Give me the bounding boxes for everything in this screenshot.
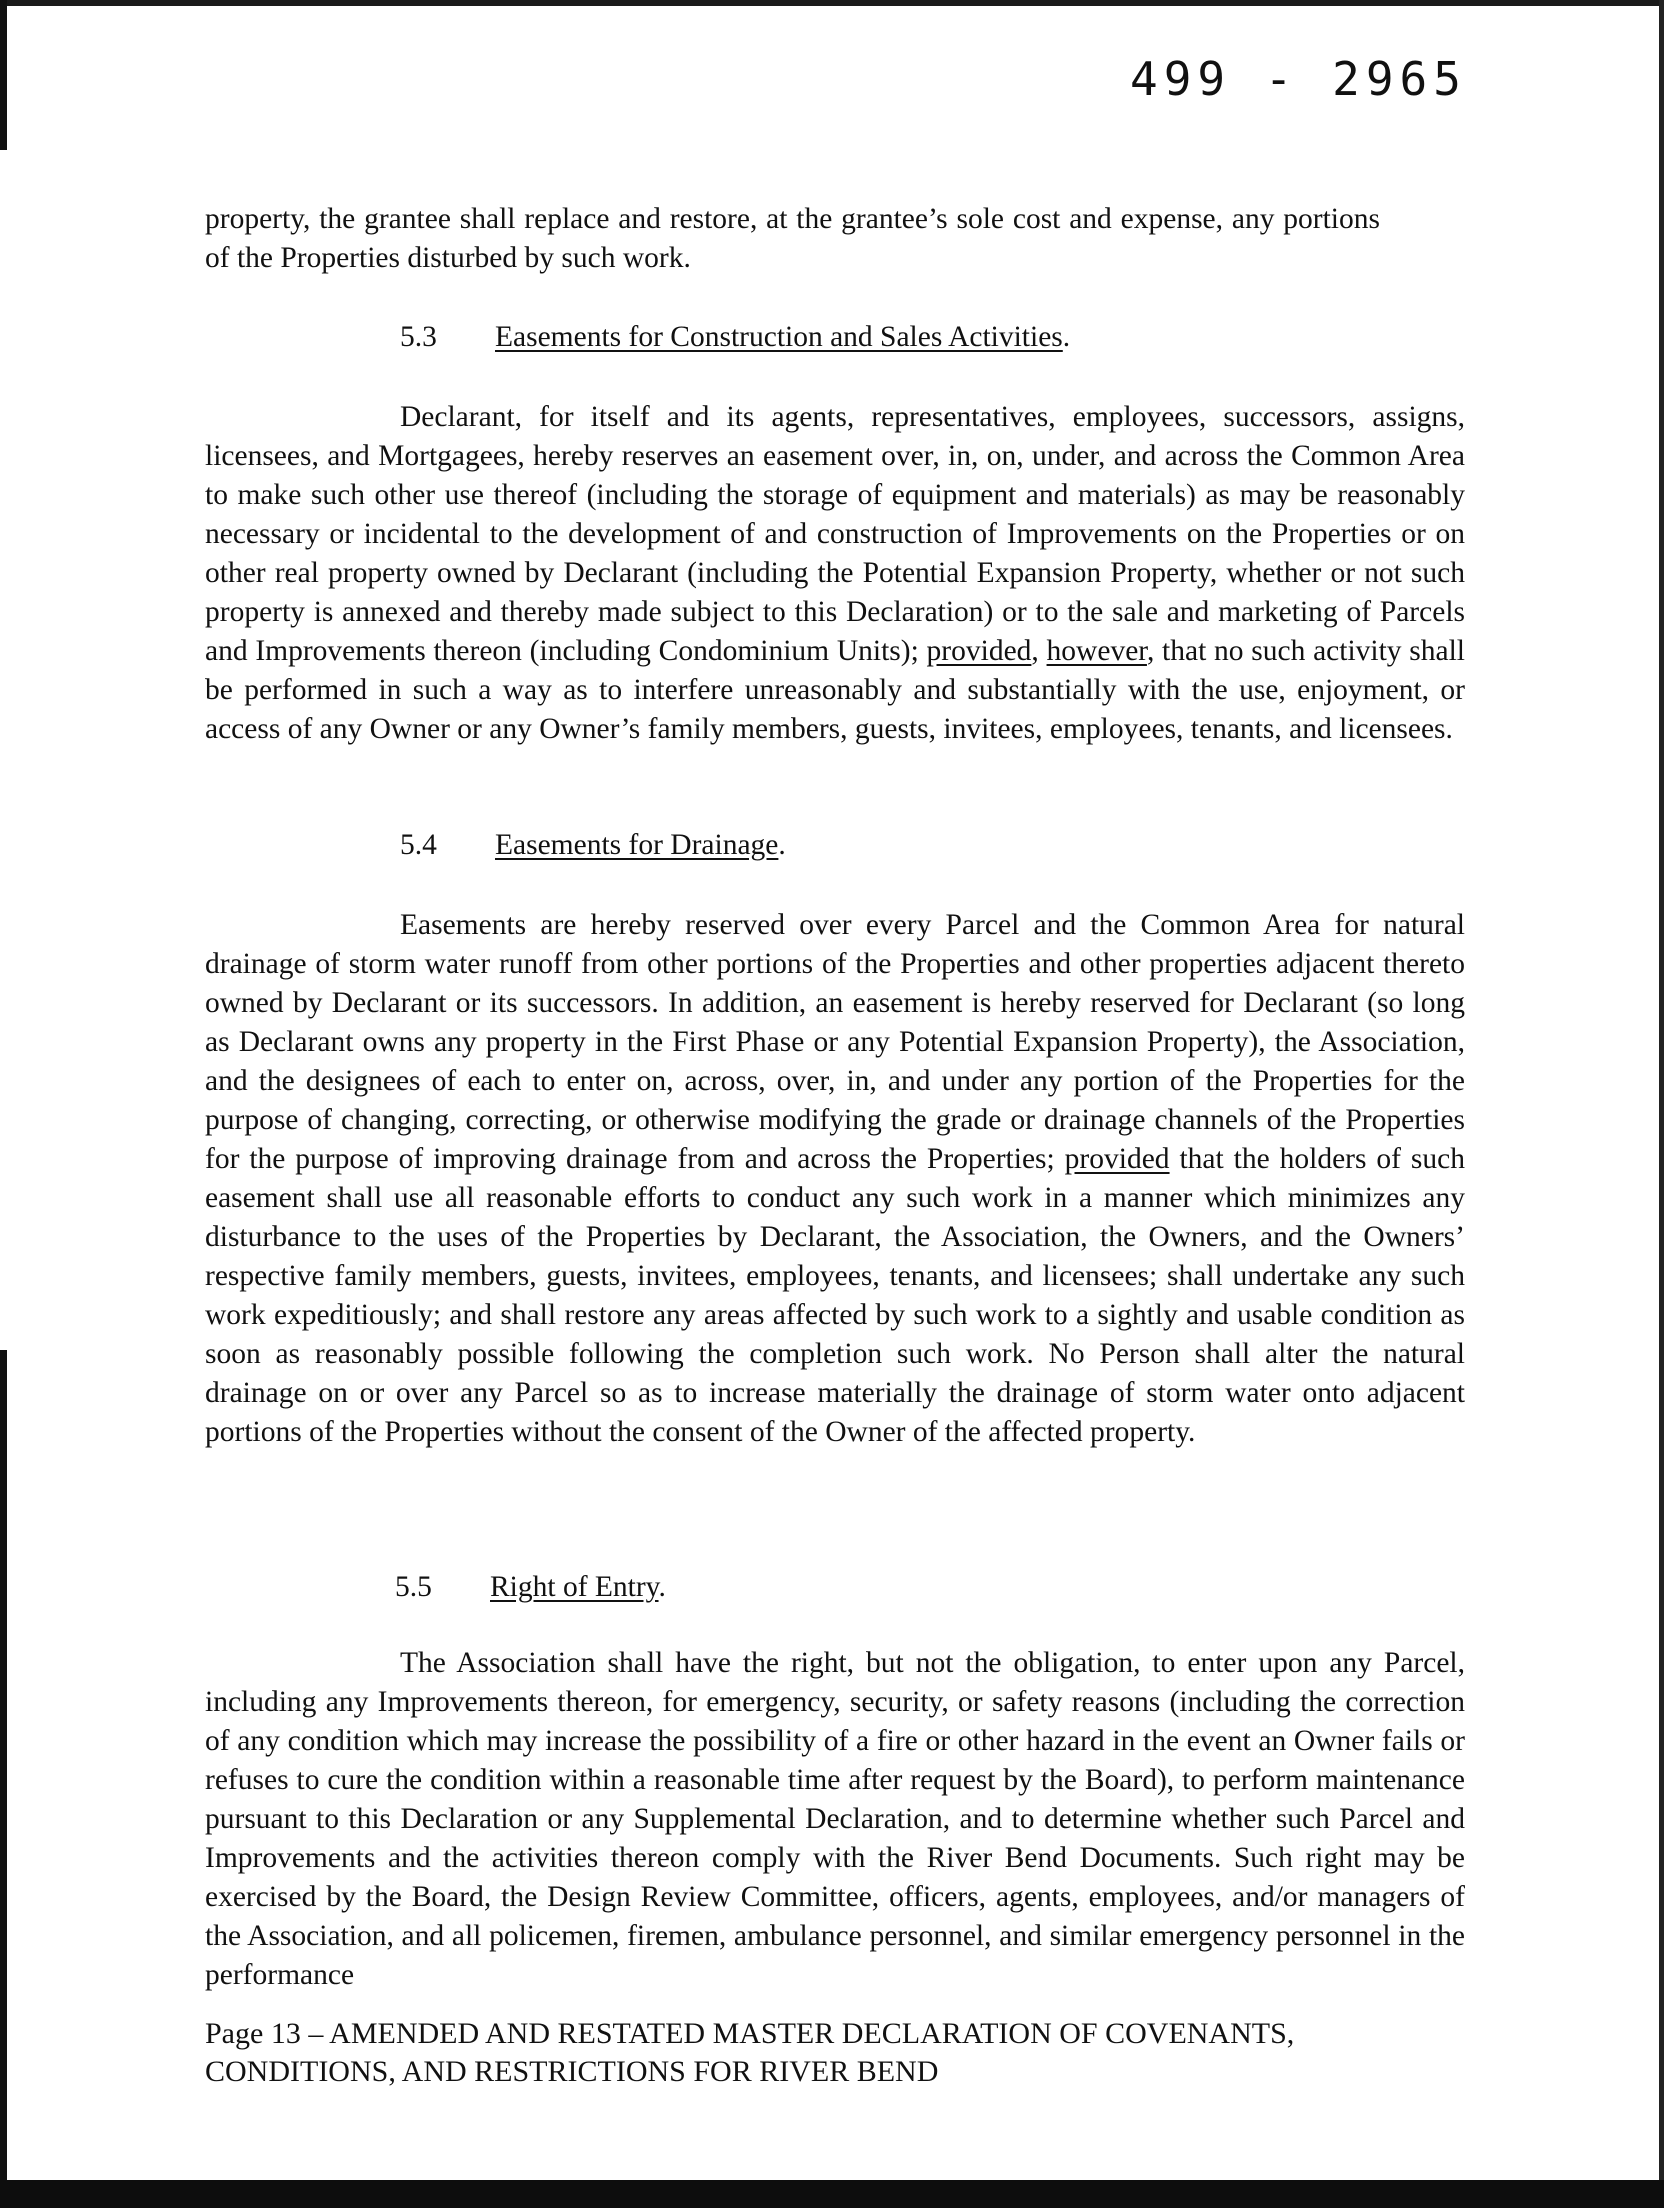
scan-edge-right	[1659, 0, 1664, 2208]
section-title-period: .	[1062, 321, 1071, 353]
scan-edge-top	[0, 0, 1664, 6]
scan-edge-left-gap	[0, 150, 7, 1350]
body-text: that the holders of such easement shall use all reasonable efforts to conduct any such work in a manner which minimizes any disturbance to the uses of the Properties by Declarant, the Association, the Owners, and the Owners’ respective family members, guests, invitees, employees, tenants, and licensees; shall undertake any such work expeditiously; and shall restore any areas affected by such work to a sightly and usable condition as soon as reasonably possible following the completion such work. No Person shall alter the natural drainage on or over any Parcel so as to increase materially the drainage of storm water onto adjacent portions of the Properties without the consent of the Owner of the affected property.	[205, 1143, 1465, 1448]
section-title-period: .	[778, 829, 786, 861]
section-title: Right of Entry	[490, 1571, 659, 1603]
however-term: however	[1046, 635, 1147, 667]
body-text: Easements are hereby reserved over every Parcel and the Common Area for natural drainage of storm water runoff from other portions of the Properties and other properties adjacent thereto owned by Declarant or its successors. In addition, an easement is hereby reserved for Declarant (so long as Declarant owns any property in the First Phase or any Potential Expansion Property), the Association, and the designees of each to enter on, across, over, in, and under any portion of the Properties for the purpose of changing, correcting, or otherwise modifying the grade or drainage channels of the Properties for the purpose of improving drainage from and across the Properties;	[205, 909, 1465, 1175]
provided-term: provided	[1064, 1143, 1170, 1175]
section-5-5-paragraph: The Association shall have the right, but not the obligation, to enter upon any Parcel, including any Improvements thereon, for emergency, security, or safety reasons (including the correction of any condition which may increase the possibility of a fire or other hazard in the event an Owner fails or refuses to cure the condition within a reasonable time after request by the Board), to perform maintenance pursuant to this Declaration or any Supplemental Declaration, and to determine whether such Parcel and Improvements and the activities thereon comply with the River Bend Documents. Such right may be exercised by the Board, the Design Review Committee, officers, agents, employees, and/or managers of the Association, and all policemen, firemen, ambulance personnel, and similar emergency personnel in the performance	[205, 1647, 1465, 1991]
section-5-5-heading	[395, 1568, 666, 1607]
provided-term: provided	[926, 635, 1032, 667]
section-title: Easements for Construction and Sales Activities	[495, 321, 1063, 353]
section-number: 5.3	[400, 321, 437, 353]
section-5-3-body	[205, 398, 1465, 749]
scan-edge-bottom	[0, 2180, 1664, 2208]
footer-line-1: Page 13 – AMENDED AND RESTATED MASTER DECLARATION OF COVENANTS,	[205, 2017, 1295, 2050]
recording-stamp: 499 - 2965	[1130, 52, 1467, 106]
section-number: 5.4	[400, 829, 437, 861]
section-5-4-body	[205, 906, 1465, 1452]
section-5-4-paragraph	[205, 906, 1465, 1452]
section-number: 5.5	[395, 1571, 432, 1603]
page-footer	[205, 2015, 1485, 2091]
section-5-3-paragraph	[205, 398, 1465, 749]
section-title-period: .	[658, 1571, 666, 1603]
body-text: Declarant, for itself and its agents, representatives, employees, successors, assigns, licensees, and Mortgagees, hereby reserves an easement over, in, on, under, and across the Common Area to make such other use thereof (including the storage of equipment and materials) as may be reasonably necessary or incidental to the development of and construction of Improvements on the Properties or on other real property owned by Declarant (including the Potential Expansion Property, whether or not such property is annexed and thereby made subject to this Declaration) or to the sale and marketing of Parcels and Improvements thereon (including Condominium Units);	[205, 401, 1465, 667]
continuation-paragraph	[205, 200, 1380, 278]
section-5-4-heading	[400, 826, 786, 865]
body-text: ,	[1031, 635, 1047, 667]
footer-line-2: CONDITIONS, AND RESTRICTIONS FOR RIVER BEND	[205, 2055, 939, 2088]
body-text: , that no such activity shall be performed in such a way as to interfere unreasonably and substantially with the use, enjoyment, or access of any Owner or any Owner’s family members, guests, invitees, employees, tenants, and licensees.	[205, 635, 1466, 745]
section-5-3-heading	[400, 318, 1070, 357]
continuation-text: property, the grantee shall replace and restore, at the grantee’s sole cost and expense, any portions of the Properties disturbed by such work.	[205, 203, 1380, 274]
section-5-5-body	[205, 1644, 1465, 1995]
section-title: Easements for Drainage	[495, 829, 779, 861]
